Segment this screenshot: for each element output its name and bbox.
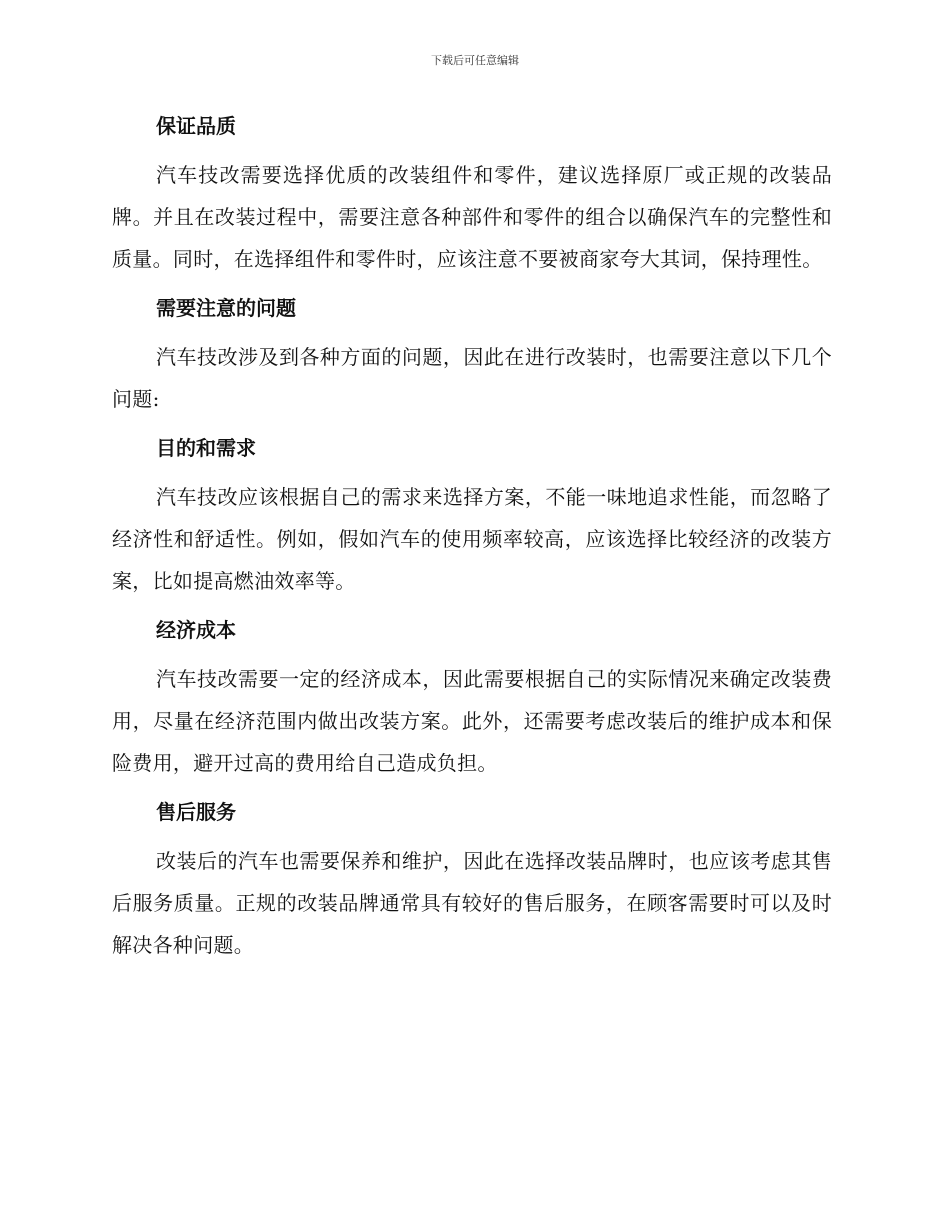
section-body-cost: 汽车技改需要一定的经济成本，因此需要根据自己的实际情况来确定改装费用，尽量在经济范围内做出改装方案。此外，还需要考虑改装后的维护成本和保险费用，避开过高的费用给自己造成负担。 [112, 667, 832, 775]
section-heading-quality: 保证品质 [156, 114, 236, 138]
section-heading-cost: 经济成本 [156, 618, 236, 642]
section-heading-purpose: 目的和需求 [156, 436, 256, 460]
section-heading-issues: 需要注意的问题 [156, 296, 296, 320]
section-body-purpose: 汽车技改应该根据自己的需求来选择方案，不能一味地追求性能，而忽略了经济性和舒适性。例如，假如汽车的使用频率较高，应该选择比较经济的改装方案，比如提高燃油效率等。 [112, 485, 832, 593]
page-header: 下载后可任意编辑 [431, 54, 519, 67]
section-body-issues: 汽车技改涉及到各种方面的问题，因此在进行改装时，也需要注意以下几个问题: [112, 345, 832, 411]
document-body [112, 108, 832, 976]
section-body-quality: 汽车技改需要选择优质的改装组件和零件，建议选择原厂或正规的改装品牌。并且在改装过程中，需要注意各种部件和零件的组合以确保汽车的完整性和质量。同时，在选择组件和零件时，应该注意不要被商家夸大其词，保持理性。 [112, 163, 832, 271]
section-heading-after-sales: 售后服务 [156, 800, 236, 824]
section-body-after-sales: 改装后的汽车也需要保养和维护，因此在选择改装品牌时，也应该考虑其售后服务质量。正规的改装品牌通常具有较好的售后服务，在顾客需要时可以及时解决各种问题。 [112, 849, 832, 957]
